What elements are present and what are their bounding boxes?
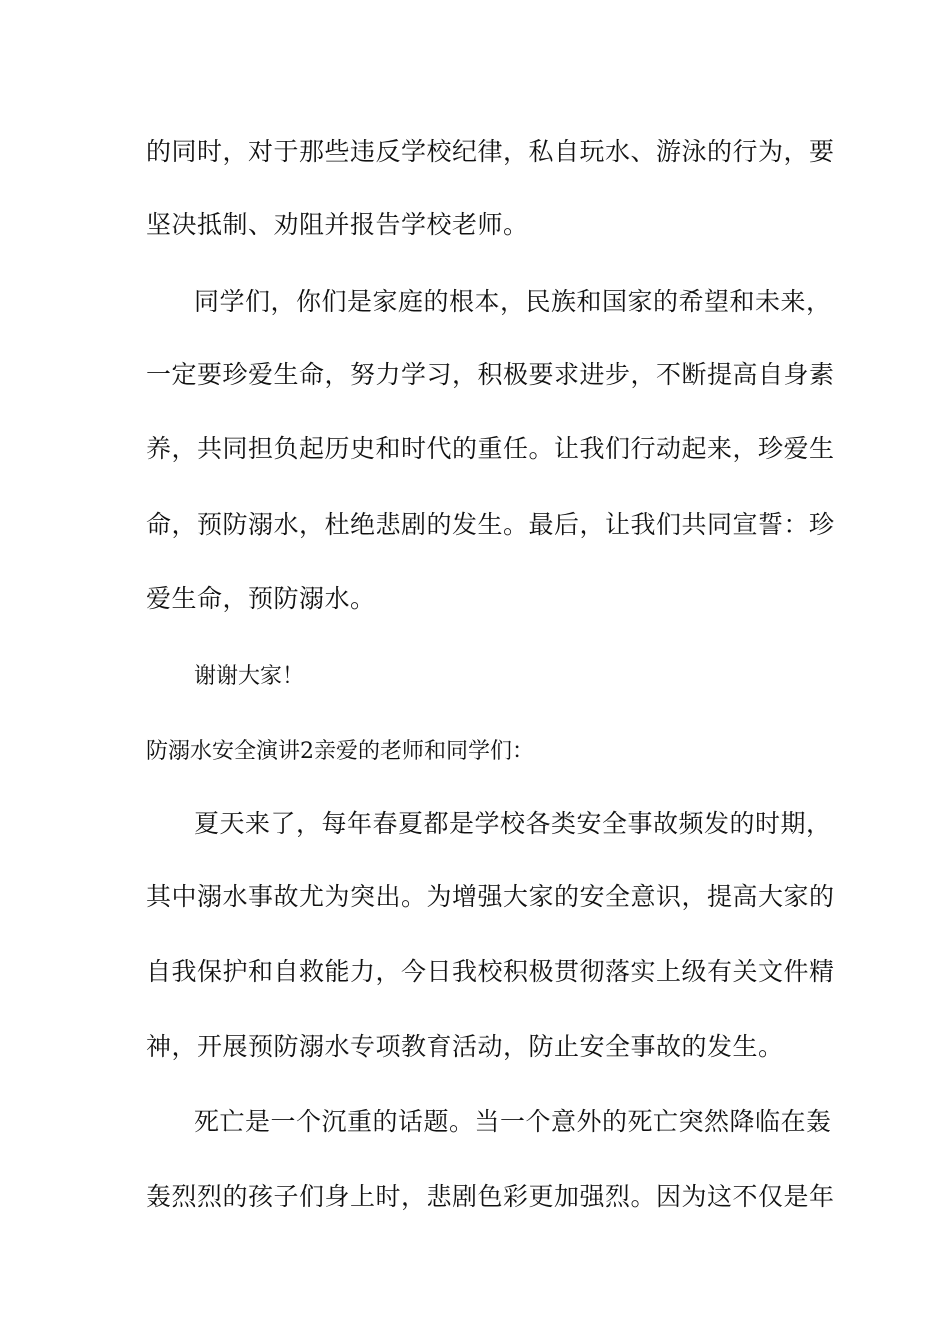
paragraph-line-5: 养，共同担负起历史和时代的重任。让我们行动起来，珍爱生 [146, 434, 835, 463]
thanks-line: 谢谢大家！ [194, 664, 305, 689]
paragraph-line-6: 命，预防溺水，杜绝悲剧的发生。最后，让我们共同宣誓：珍 [146, 510, 835, 539]
paragraph-line-9: 其中溺水事故尤为突出。为增强大家的安全意识，提高大家的 [146, 882, 835, 911]
paragraph-line-12: 死亡是一个沉重的话题。当一个意外的死亡突然降临在轰 [194, 1107, 832, 1136]
paragraph-line-8: 夏天来了，每年春夏都是学校各类安全事故频发的时期， [194, 809, 832, 838]
paragraph-line-11: 神，开展预防溺水专项教育活动，防止安全事故的发生。 [146, 1032, 784, 1061]
paragraph-line-13: 轰烈烈的孩子们身上时，悲剧色彩更加强烈。因为这不仅是年 [146, 1182, 835, 1211]
paragraph-line-7: 爱生命，预防溺水。 [146, 584, 376, 613]
paragraph-line-3: 同学们，你们是家庭的根本，民族和国家的希望和未来， [194, 287, 832, 316]
paragraph-line-2: 坚决抵制、劝阻并报告学校老师。 [146, 210, 529, 239]
section-heading: 防溺水安全演讲2亲爱的老师和同学们： [146, 739, 534, 764]
paragraph-line-4: 一定要珍爱生命，努力学习，积极要求进步，不断提高自身素 [146, 360, 835, 389]
paragraph-line-10: 自我保护和自救能力，今日我校积极贯彻落实上级有关文件精 [146, 957, 835, 986]
paragraph-line-1: 的同时，对于那些违反学校纪律，私自玩水、游泳的行为，要 [146, 137, 835, 166]
